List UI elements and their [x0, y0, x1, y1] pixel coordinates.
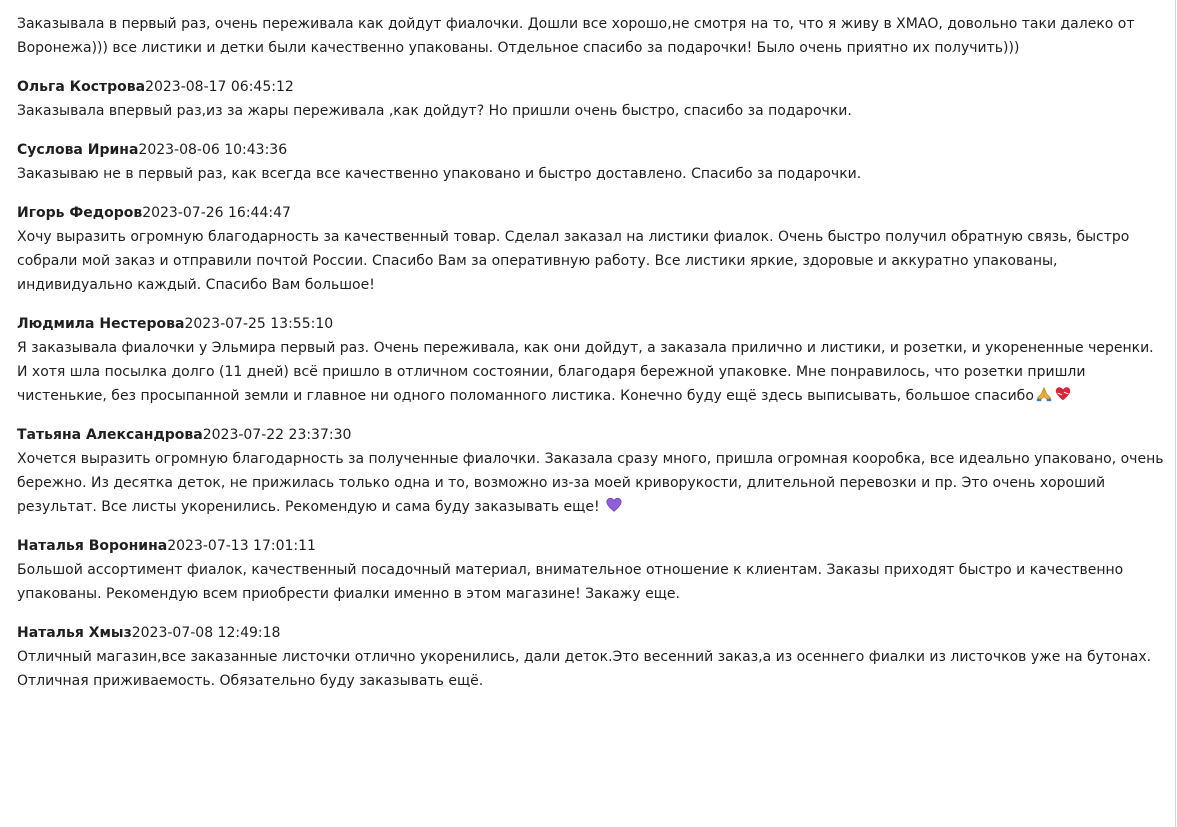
review-text: Отличный магазин,все заказанные листочки отлично укоренились, дали деток.Это весенний заказ,а из осеннего фиалки из листочков уже на бутонах. Отличная приживаемость. Обязательно буду заказывать ещё. — [17, 649, 1152, 689]
review-header — [17, 621, 1165, 645]
review-text-with-emoji — [17, 336, 1165, 408]
review-text: Хочу выразить огромную благодарность за качественный товар. Сделал заказал на листики фиалок. Очень быстро получил обратную связь, быстро собрали мой заказ и отправили почтой России. Спасибо Вам за оперативную работу. Все листики яркие, здоровые и аккуратно упакованы, индивидуально каждый. Спасибо Вам большое! — [17, 229, 1130, 293]
review-author: Суслова Ирина — [17, 142, 139, 158]
review-author: Ольга Кострова — [17, 79, 146, 95]
reviews-list — [17, 12, 1165, 708]
purple-heart-icon — [605, 496, 623, 514]
review-author: Наталья Хмыз — [17, 625, 132, 641]
review-item — [17, 138, 1165, 186]
review-header — [17, 312, 1165, 336]
review-header — [17, 423, 1165, 447]
review-text: Большой ассортимент фиалок, качественный посадочный материал, внимательное отношение к клиентам. Заказы приходят быстро и качественно упакованы. Рекомендую всем приобрести фиалки именно в этом магазине! Закажу еще. — [17, 562, 1124, 602]
review-date: 2023-07-13 17:01:11 — [167, 538, 316, 554]
review-item — [17, 621, 1165, 693]
review-text: Заказывала в первый раз, очень переживала как дойдут фиалочки. Дошли все хорошо,не смотря на то, что я живу в ХМАО, довольно таки далеко от Воронежа))) все листики и детки были качественно упакованы. Отдельное спасибо за подарочки! Было очень приятно их получить))) — [17, 16, 1135, 56]
review-text-with-emoji — [17, 447, 1165, 519]
review-item — [17, 423, 1165, 519]
review-item — [17, 534, 1165, 606]
review-item — [17, 201, 1165, 297]
heart-icon — [1054, 385, 1072, 403]
review-date: 2023-08-17 06:45:12 — [145, 79, 294, 95]
review-date: 2023-07-25 13:55:10 — [184, 316, 334, 332]
review-author: Игорь Федоров — [17, 205, 143, 221]
review-text: Я заказывала фиалочки у Эльмира первый раз. Очень переживала, как они дойдут, а заказала прилично и листики, и розетки, и укорененные черенки. И хотя шла посылка долго (11 дней) всё пришло в отличном состоянии, благодаря бережной упаковке. Мне понравилось, что розетки пришли чистенькие, без просыпанной земли и главное ни одного поломанного листика. Конечно буду ещё здесь выписывать, большое спасибо — [17, 340, 1154, 404]
review-item — [17, 75, 1165, 123]
review-header — [17, 534, 1165, 558]
review-text: Заказываю не в первый раз, как всегда все качественно упаковано и быстро доставлено. Спасибо за подарочки. — [17, 166, 862, 182]
review-date: 2023-07-26 16:44:47 — [142, 205, 291, 221]
review-date: 2023-08-06 10:43:36 — [138, 142, 288, 158]
review-author: Наталья Воронина — [17, 538, 168, 554]
review-header — [17, 201, 1165, 225]
review-date: 2023-07-08 12:49:18 — [131, 625, 281, 641]
review-author: Людмила Нестерова — [17, 316, 185, 332]
review-header — [17, 75, 1165, 99]
review-text: Заказывала впервый раз,из за жары переживала ,как дойдут? Но пришли очень быстро, спасибо за подарочки. — [17, 103, 852, 119]
review-date: 2023-07-22 23:37:30 — [202, 427, 352, 443]
review-item — [17, 312, 1165, 408]
folded-hands-icon — [1035, 385, 1053, 403]
review-text: Хочется выразить огромную благодарность за полученные фиалочки. Заказала сразу много, пришла огромная кооробка, все идеально упаковано, очень бережно. Из десятка деток, не прижилась только одна и то, возможно из-за моей криворукости, длительной перевозки и пр. Это очень хороший результат. Все листы укоренились. Рекомендую и сама буду заказывать еще! — [17, 451, 1164, 515]
review-item — [17, 12, 1165, 60]
review-author: Татьяна Александрова — [17, 427, 203, 443]
review-header — [17, 138, 1165, 162]
scrollbar-divider — [1175, 0, 1176, 827]
